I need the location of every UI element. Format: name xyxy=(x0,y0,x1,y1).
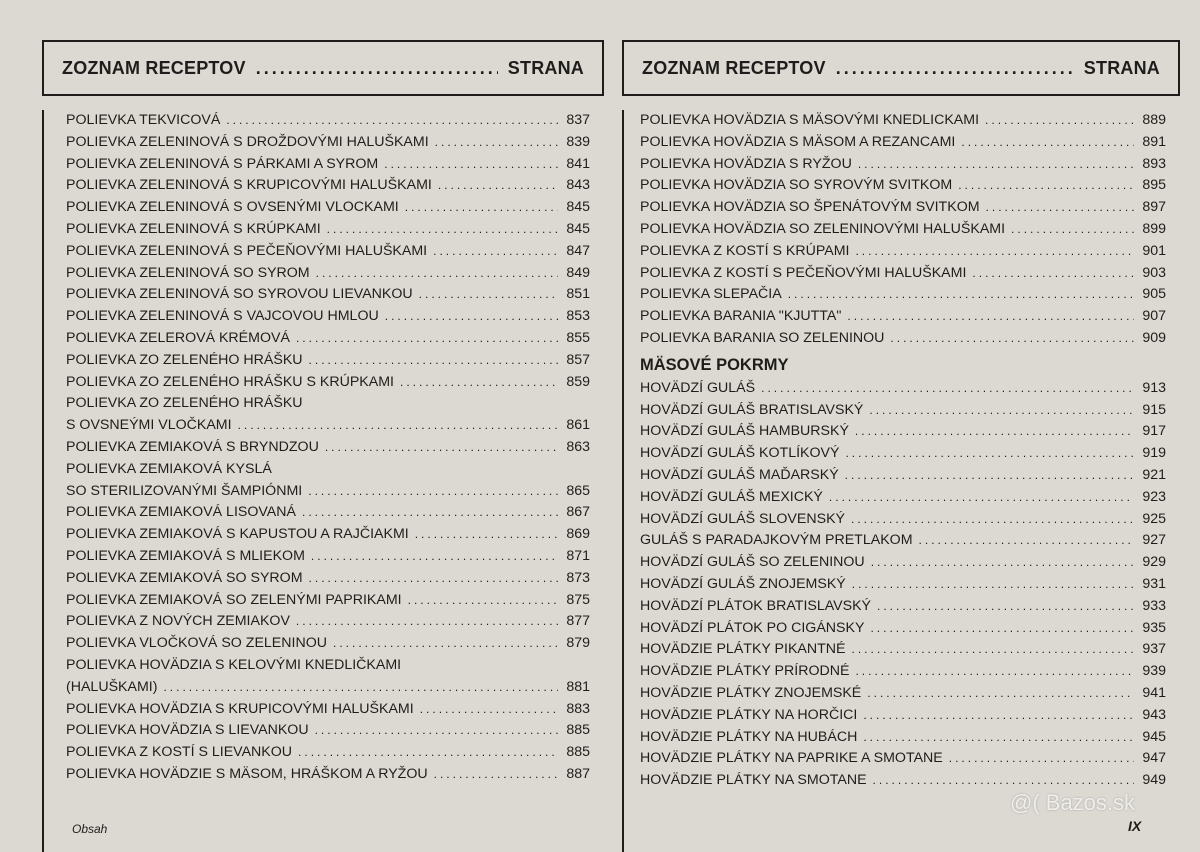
footer-left-text: Obsah xyxy=(72,822,108,836)
dot-leader xyxy=(829,487,1134,509)
footer-page-number: IX xyxy=(1128,818,1142,834)
recipe-name: (HALUŠKAMI) xyxy=(66,678,158,695)
list-item xyxy=(66,350,590,372)
recipe-name: SO STERILIZOVANÝMI ŠAMPIÓNMI xyxy=(66,482,303,499)
right-meat-rows xyxy=(640,378,1166,792)
list-item xyxy=(640,661,1166,683)
dot-leader xyxy=(238,415,558,437)
page-number: 927 xyxy=(1142,532,1166,549)
list-item xyxy=(640,219,1166,241)
list-item xyxy=(640,175,1166,197)
recipe-name: POLIEVKA TEKVICOVÁ xyxy=(66,112,221,128)
page-number: 871 xyxy=(566,547,590,564)
list-item xyxy=(66,284,590,306)
list-item xyxy=(66,393,590,415)
dot-leader xyxy=(405,197,558,219)
recipe-name: POLIEVKA HOVÄDZIA SO ŠPENÁTOVÝM SVITKOM xyxy=(640,199,980,216)
recipe-name: HOVÄDZÍ GULÁŠ xyxy=(640,379,756,396)
list-item xyxy=(66,437,590,459)
recipe-name: POLIEVKA ZELENINOVÁ S DROŽDOVÝMI HALUŠKAMI xyxy=(66,133,429,150)
list-item xyxy=(640,378,1166,400)
recipe-name: HOVÄDZIE PLÁTKY PRÍRODNÉ xyxy=(640,663,850,680)
recipe-name: POLIEVKA HOVÄDZIA S RYŽOU xyxy=(640,155,852,172)
dot-leader xyxy=(384,154,558,176)
recipe-name: POLIEVKA HOVÄDZIE S MÄSOM, HRÁŠKOM A RYŽOU xyxy=(66,765,428,782)
page-number: 937 xyxy=(1142,641,1166,658)
list-item xyxy=(640,132,1166,154)
page-number: 853 xyxy=(566,308,590,325)
list-item xyxy=(66,546,590,568)
page-number: 921 xyxy=(1142,466,1166,483)
list-item xyxy=(640,421,1166,443)
recipe-name: POLIEVKA BARANIA "KJUTTA" xyxy=(640,308,842,325)
list-item xyxy=(66,415,590,437)
list-item xyxy=(66,742,590,764)
page-number: 915 xyxy=(1142,401,1166,418)
list-item xyxy=(66,132,590,154)
page-number: 903 xyxy=(1142,264,1166,281)
page-number: 841 xyxy=(566,155,590,172)
page-number: 859 xyxy=(566,373,590,390)
list-item xyxy=(640,574,1166,596)
recipe-name: POLIEVKA ZEMIAKOVÁ S MLIEKOM xyxy=(66,547,305,564)
page-number: 839 xyxy=(566,133,590,150)
recipe-name: POLIEVKA ZELENINOVÁ S KRÚPKAMI xyxy=(66,220,321,237)
dot-leader xyxy=(788,284,1134,306)
recipe-name: POLIEVKA ZEMIAKOVÁ S BRYNDZOU xyxy=(66,438,319,455)
recipe-name: POLIEVKA ZEMIAKOVÁ KYSLÁ xyxy=(66,460,272,477)
recipe-name: S OVSNEÝMI VLOČKAMI xyxy=(66,417,232,434)
page-number: 877 xyxy=(566,613,590,630)
dot-leader xyxy=(298,742,558,764)
page-number: 883 xyxy=(566,700,590,717)
recipe-name: HOVÄDZÍ GULÁŠ MAĎARSKÝ xyxy=(640,466,839,483)
list-item xyxy=(66,720,590,742)
recipe-name: POLIEVKA ZO ZELENÉHO HRÁŠKU S KRÚPKAMI xyxy=(66,373,394,390)
dot-leader xyxy=(867,683,1134,705)
list-item xyxy=(640,328,1166,350)
recipe-name: POLIEVKA ZELENINOVÁ S KRUPICOVÝMI HALUŠKAMI xyxy=(66,177,432,194)
dot-leader xyxy=(309,350,558,372)
recipe-name: HOVÄDZÍ GULÁŠ ZNOJEMSKÝ xyxy=(640,575,846,592)
dot-leader xyxy=(433,241,558,263)
list-item xyxy=(640,263,1166,285)
dot-leader xyxy=(296,328,558,350)
recipe-name: HOVÄDZÍ GULÁŠ SLOVENSKÝ xyxy=(640,510,845,527)
page-number: 873 xyxy=(566,569,590,586)
list-item xyxy=(640,443,1166,465)
list-item xyxy=(66,481,590,503)
recipe-name: HOVÄDZIE PLÁTKY NA HORČICI xyxy=(640,706,858,723)
list-item xyxy=(66,219,590,241)
recipe-name: POLIEVKA SLEPAČIA xyxy=(640,286,782,303)
left-header-page-label: STRANA xyxy=(507,57,584,78)
left-recipe-list xyxy=(42,110,604,852)
dot-leader xyxy=(226,110,558,132)
dot-leader xyxy=(1011,219,1134,241)
recipe-name: HOVÄDZIE PLÁTKY NA HUBÁCH xyxy=(640,728,858,745)
dot-leader xyxy=(985,110,1134,132)
page-number: 935 xyxy=(1142,619,1166,636)
list-item xyxy=(640,197,1166,219)
recipe-name: POLIEVKA ZELEROVÁ KRÉMOVÁ xyxy=(66,329,290,346)
dot-leader xyxy=(851,509,1134,531)
dot-leader xyxy=(869,400,1134,422)
list-item xyxy=(640,552,1166,574)
list-item xyxy=(66,110,590,132)
dot-leader xyxy=(870,618,1134,640)
dot-leader xyxy=(855,421,1134,443)
page-number: 913 xyxy=(1142,379,1166,396)
recipe-name: POLIEVKA BARANIA SO ZELENINOU xyxy=(640,329,885,346)
list-item xyxy=(640,596,1166,618)
recipe-name: POLIEVKA HOVÄDZIA SO ZELENINOVÝMI HALUŠKAMI xyxy=(640,220,1006,237)
dot-leader xyxy=(852,574,1134,596)
right-column xyxy=(622,40,1180,852)
page-number: 941 xyxy=(1142,684,1166,701)
recipe-name: HOVÄDZIE PLÁTKY PIKANTNÉ xyxy=(640,641,846,658)
page-number: 929 xyxy=(1142,554,1166,571)
recipe-name: POLIEVKA Z KOSTÍ S PEČEŇOVÝMI HALUŠKAMI xyxy=(640,264,967,281)
dot-leader xyxy=(972,263,1134,285)
recipe-name: HOVÄDZÍ GULÁŠ HAMBURSKÝ xyxy=(640,423,849,440)
recipe-name: POLIEVKA ZELENINOVÁ SO SYROM xyxy=(66,264,310,281)
recipe-name: POLIEVKA ZO ZELENÉHO HRÁŠKU xyxy=(66,351,303,368)
dot-leader xyxy=(986,197,1134,219)
dot-leader xyxy=(311,546,558,568)
dot-leader xyxy=(438,175,558,197)
page-number: 907 xyxy=(1142,308,1166,325)
dot-leader xyxy=(296,611,558,633)
page-number: 869 xyxy=(566,526,590,543)
dot-leader xyxy=(327,219,558,241)
right-soup-rows xyxy=(640,110,1166,350)
page-number: 933 xyxy=(1142,597,1166,614)
left-header-title: ZOZNAM RECEPTOV xyxy=(62,57,246,78)
dot-leader xyxy=(845,465,1134,487)
page-number: 949 xyxy=(1142,772,1166,789)
dot-leader xyxy=(855,661,1134,683)
right-header xyxy=(622,40,1180,96)
dot-leader xyxy=(761,378,1134,400)
dot-leader xyxy=(873,770,1134,792)
recipe-name: POLIEVKA HOVÄDZIA S MÄSOVÝMI KNEDLICKAMI xyxy=(640,112,980,128)
right-header-page-label: STRANA xyxy=(1083,57,1160,78)
recipe-name: POLIEVKA Z KOSTÍ S LIEVANKOU xyxy=(66,744,293,761)
page-number: 919 xyxy=(1142,445,1166,462)
right-header-leader xyxy=(836,58,1074,79)
dot-leader xyxy=(420,699,558,721)
recipe-name: HOVÄDZÍ PLÁTOK PO CIGÁNSKY xyxy=(640,619,865,636)
recipe-name: HOVÄDZIE PLÁTKY NA PAPRIKE A SMOTANE xyxy=(640,750,943,767)
page-number: 925 xyxy=(1142,510,1166,527)
dot-leader xyxy=(845,443,1134,465)
dot-leader xyxy=(302,502,558,524)
page-number: 947 xyxy=(1142,750,1166,767)
list-item xyxy=(66,154,590,176)
dot-leader xyxy=(877,596,1134,618)
dot-leader xyxy=(949,748,1134,770)
recipe-name: POLIEVKA HOVÄDZIA SO SYROVÝM SVITKOM xyxy=(640,177,953,194)
page-number: 945 xyxy=(1142,728,1166,745)
recipe-name: POLIEVKA ZEMIAKOVÁ S KAPUSTOU A RAJČIAKMI xyxy=(66,526,409,543)
recipe-name: HOVÄDZIE PLÁTKY ZNOJEMSKÉ xyxy=(640,684,862,701)
dot-leader xyxy=(316,263,558,285)
page-number: 867 xyxy=(566,504,590,521)
recipe-name: POLIEVKA HOVÄDZIA S LIEVANKOU xyxy=(66,722,309,739)
page-number: 857 xyxy=(566,351,590,368)
page-number: 843 xyxy=(566,177,590,194)
recipe-name: HOVÄDZÍ GULÁŠ MEXICKÝ xyxy=(640,488,823,505)
page-number: 909 xyxy=(1142,329,1166,346)
list-item xyxy=(66,175,590,197)
right-header-title: ZOZNAM RECEPTOV xyxy=(642,57,826,78)
dot-leader xyxy=(408,590,558,612)
recipe-name: POLIEVKA Z KOSTÍ S KRÚPAMI xyxy=(640,242,850,259)
page-number: 885 xyxy=(566,722,590,739)
dot-leader xyxy=(871,552,1134,574)
list-item xyxy=(66,372,590,394)
list-item xyxy=(640,748,1166,770)
dot-leader xyxy=(309,568,558,590)
dot-leader xyxy=(863,727,1134,749)
dot-leader xyxy=(890,328,1134,350)
recipe-name: POLIEVKA ZELENINOVÁ SO SYROVOU LIEVANKOU xyxy=(66,286,413,303)
list-item xyxy=(66,328,590,350)
list-item xyxy=(640,487,1166,509)
list-item xyxy=(66,197,590,219)
recipe-name: POLIEVKA ZELENINOVÁ S OVSENÝMI VLOCKAMI xyxy=(66,199,399,216)
page-number: 865 xyxy=(566,482,590,499)
left-header xyxy=(42,40,604,96)
list-item xyxy=(640,618,1166,640)
list-item xyxy=(640,705,1166,727)
recipe-name: POLIEVKA HOVÄDZIA S KRUPICOVÝMI HALUŠKAMI xyxy=(66,700,414,717)
page-number: 893 xyxy=(1142,155,1166,172)
dot-leader xyxy=(863,705,1134,727)
page-number: 887 xyxy=(566,765,590,782)
list-item xyxy=(640,400,1166,422)
dot-leader xyxy=(855,241,1134,263)
recipe-name: GULÁŠ S PARADAJKOVÝM PRETLAKOM xyxy=(640,532,913,549)
recipe-name: POLIEVKA HOVÄDZIA S KELOVÝMI KNEDLIČKAMI xyxy=(66,656,402,673)
page-number: 845 xyxy=(566,220,590,237)
page-number: 885 xyxy=(566,744,590,761)
list-item xyxy=(640,241,1166,263)
dot-leader xyxy=(858,154,1134,176)
recipe-name: HOVÄDZÍ GULÁŠ SO ZELENINOU xyxy=(640,554,865,571)
list-item xyxy=(640,306,1166,328)
dot-leader xyxy=(333,633,558,655)
recipe-name: HOVÄDZÍ GULÁŠ BRATISLAVSKÝ xyxy=(640,401,864,418)
list-item xyxy=(66,699,590,721)
recipe-name: POLIEVKA ZEMIAKOVÁ SO ZELENÝMI PAPRIKAMI xyxy=(66,591,402,608)
page-number: 849 xyxy=(566,264,590,281)
page-number: 875 xyxy=(566,591,590,608)
recipe-name: POLIEVKA HOVÄDZIA S MÄSOM A REZANCAMI xyxy=(640,133,956,150)
page-number: 897 xyxy=(1142,199,1166,216)
recipe-name: POLIEVKA VLOČKOVÁ SO ZELENINOU xyxy=(66,635,327,652)
list-item xyxy=(640,530,1166,552)
list-item xyxy=(640,154,1166,176)
recipe-name: HOVÄDZÍ PLÁTOK BRATISLAVSKÝ xyxy=(640,597,872,614)
list-item xyxy=(66,263,590,285)
dot-leader xyxy=(852,639,1134,661)
dot-leader xyxy=(315,720,558,742)
page-number: 895 xyxy=(1142,177,1166,194)
recipe-name: POLIEVKA ZELENINOVÁ S PÁRKAMI A SYROM xyxy=(66,155,379,172)
recipe-name: POLIEVKA Z NOVÝCH ZEMIAKOV xyxy=(66,613,290,630)
dot-leader xyxy=(400,372,558,394)
dot-leader xyxy=(435,132,558,154)
list-item xyxy=(66,611,590,633)
list-item xyxy=(66,306,590,328)
page-number: 837 xyxy=(566,112,590,128)
list-item xyxy=(640,509,1166,531)
list-item xyxy=(640,639,1166,661)
page-number: 899 xyxy=(1142,220,1166,237)
list-item xyxy=(640,770,1166,792)
left-column xyxy=(42,40,604,852)
recipe-name: HOVÄDZÍ GULÁŠ KOTLÍKOVÝ xyxy=(640,445,840,462)
recipe-name: HOVÄDZIE PLÁTKY NA SMOTANE xyxy=(640,772,867,789)
page-number: 905 xyxy=(1142,286,1166,303)
dot-leader xyxy=(434,764,558,786)
page-number: 845 xyxy=(566,199,590,216)
dot-leader xyxy=(325,437,558,459)
list-item xyxy=(66,459,590,481)
dot-leader xyxy=(919,530,1134,552)
page-number: 855 xyxy=(566,329,590,346)
page-number: 901 xyxy=(1142,242,1166,259)
recipe-name: POLIEVKA ZEMIAKOVÁ SO SYROM xyxy=(66,569,303,586)
page-number: 891 xyxy=(1142,133,1166,150)
page-number: 943 xyxy=(1142,706,1166,723)
dot-leader xyxy=(163,677,558,699)
recipe-name: POLIEVKA ZELENINOVÁ S PEČEŇOVÝMI HALUŠKAMI xyxy=(66,242,428,259)
recipe-name: POLIEVKA ZO ZELENÉHO HRÁŠKU xyxy=(66,395,303,412)
list-item xyxy=(640,683,1166,705)
right-recipe-list xyxy=(622,110,1180,852)
dot-leader xyxy=(847,306,1134,328)
list-item xyxy=(66,764,590,786)
page-number: 881 xyxy=(566,678,590,695)
watermark: @( Bazos.sk xyxy=(1010,790,1136,815)
list-item xyxy=(66,568,590,590)
list-item xyxy=(66,524,590,546)
page-number: 931 xyxy=(1142,575,1166,592)
list-item xyxy=(66,677,590,699)
page-number: 889 xyxy=(1142,112,1166,128)
page-number: 917 xyxy=(1142,423,1166,440)
dot-leader xyxy=(958,175,1134,197)
list-item xyxy=(66,655,590,677)
page-number: 863 xyxy=(566,438,590,455)
list-item xyxy=(66,633,590,655)
page-number: 847 xyxy=(566,242,590,259)
list-item xyxy=(640,465,1166,487)
list-item xyxy=(640,727,1166,749)
list-item xyxy=(640,284,1166,306)
list-item xyxy=(66,502,590,524)
dot-leader xyxy=(308,481,558,503)
recipe-name: POLIEVKA ZEMIAKOVÁ LISOVANÁ xyxy=(66,504,296,521)
list-item xyxy=(66,590,590,612)
dot-leader xyxy=(419,284,558,306)
left-header-leader xyxy=(256,58,498,79)
page-number: 851 xyxy=(566,286,590,303)
page-number: 923 xyxy=(1142,488,1166,505)
section-title: MÄSOVÉ POKRMY xyxy=(640,355,789,374)
page-number: 939 xyxy=(1142,663,1166,680)
page-number: 861 xyxy=(566,417,590,434)
dot-leader xyxy=(415,524,558,546)
recipe-name: POLIEVKA ZELENINOVÁ S VAJCOVOU HMLOU xyxy=(66,308,379,325)
dot-leader xyxy=(961,132,1134,154)
page-number: 879 xyxy=(566,635,590,652)
list-item xyxy=(640,110,1166,132)
list-item xyxy=(66,241,590,263)
dot-leader xyxy=(385,306,558,328)
